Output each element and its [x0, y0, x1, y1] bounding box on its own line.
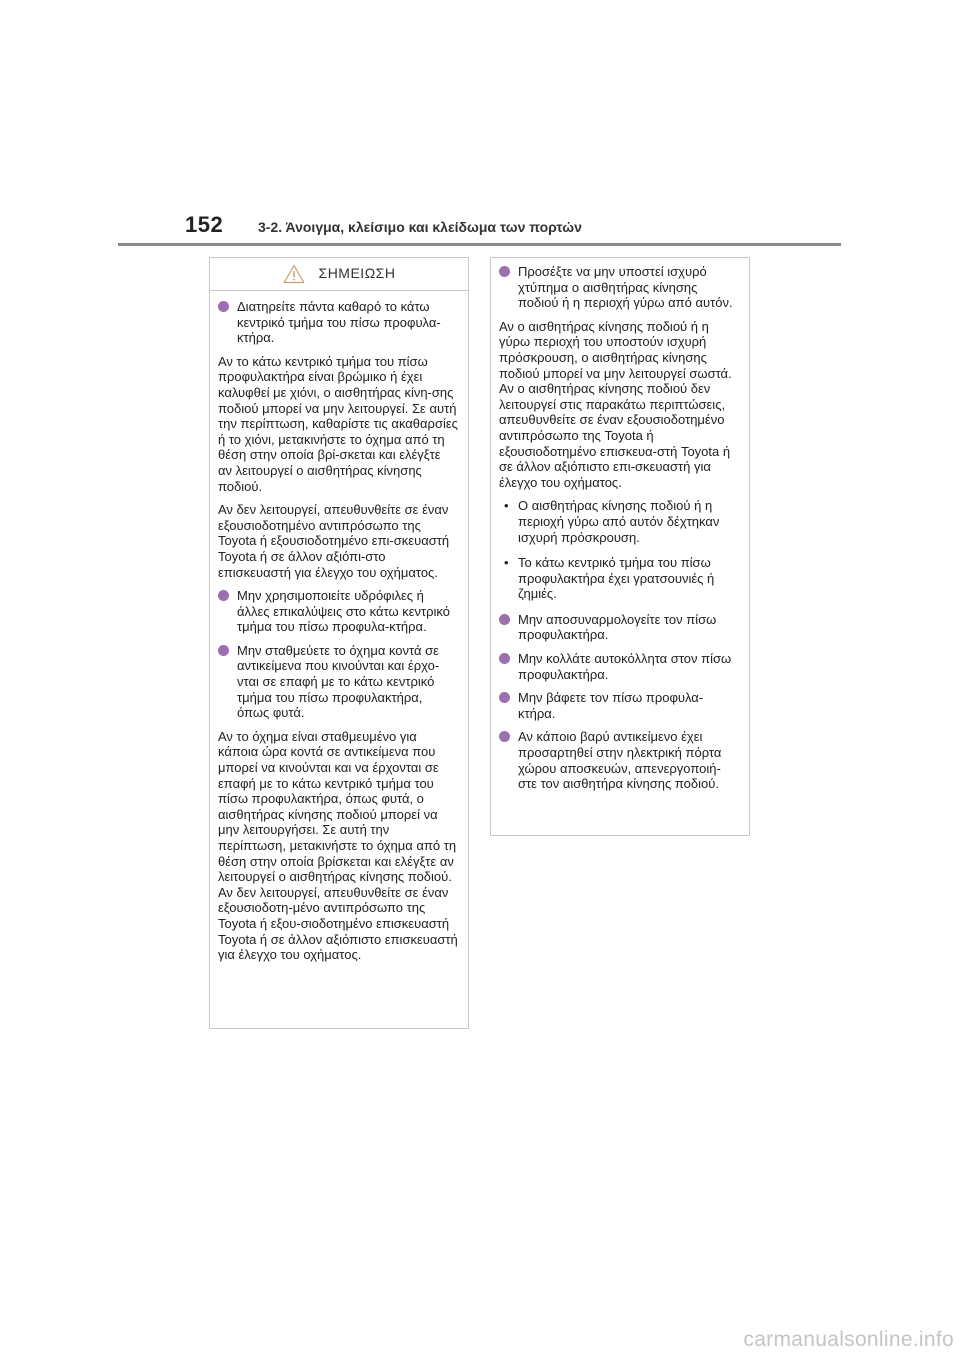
sub-bullet-mark: •: [504, 498, 509, 514]
sub-list-item: [499, 498, 739, 545]
item-text: Αν δεν λειτουργεί, απευθυνθείτε σε έναν εξουσιοδοτημένο αντιπρόσωπο της Toyota ή εξουσιοδοτημένο επι-σκευαστή Toyota ή σε άλλον αξιόπι-στο επισκευαστή για έλεγχο του οχήματος.: [218, 502, 450, 580]
item-text: Μην κολλάτε αυτοκόλλητα στον πίσω προφυλακτήρα.: [518, 651, 732, 682]
watermark: [672, 1325, 960, 1358]
bullet-dot-icon: [218, 301, 229, 312]
bullet-dot-icon: [218, 590, 229, 601]
item-text: Μην χρησιμοποιείτε υδρόφιλες ή άλλες επικαλύψεις στο κάτω κεντρικό τμήμα του πίσω προφυλα-κτήρα.: [237, 588, 450, 635]
notice-left-content: [218, 299, 458, 963]
item-text: Μην αποσυναρμολογείτε τον πίσω προφυλακτήρα.: [518, 611, 717, 643]
bullet-dot-icon: [499, 653, 510, 664]
item-text: Προσέξτε να μην υποστεί ισχυρό χτύπημα ο αισθητήρας κίνησης ποδιού ή η περιοχή γύρω από αυτόν.: [518, 264, 733, 311]
bullet-item: [499, 729, 739, 791]
item-text: Αν ο αισθητήρας κίνησης ποδιού ή η γύρω περιοχή του υποστούν ισχυρή πρόσκρουση, ο αισθητήρας κίνησης ποδιού μπορεί να μην λειτουργεί σωστά. Αν ο αισθητήρας κίνησης ποδιού δεν λειτουργεί στις παρακάτω περιπτώσεις, απευθυνθείτε σε έναν εξουσιοδοτημένο αντιπρόσωπο της Toyota ή εξουσιοδοτημένο επισκευα-στή Toyota ή σε άλλον αξιόπιστο επι-σκευαστή για έλεγχο του οχήματος.: [499, 318, 732, 490]
bullet-item: [499, 690, 739, 721]
paragraph: [499, 319, 739, 491]
bullet-item: [499, 651, 739, 682]
header-rule: [118, 243, 841, 246]
bullet-item: [218, 643, 458, 721]
bullet-item: [218, 299, 458, 346]
item-text: Αν κάποιο βαρύ αντικείμενο έχει προσαρτηθεί στην ηλεκτρική πόρτα χώρου αποσκευών, απενεργοποιή-στε τον αισθητήρα κίνησης ποδιού.: [518, 729, 722, 792]
paragraph: [218, 729, 458, 963]
bullet-dot-icon: [499, 614, 510, 625]
bullet-item: [218, 588, 458, 635]
sub-bullet-mark: •: [504, 555, 509, 571]
notice-right-content: [499, 264, 739, 792]
page-number: 152: [185, 212, 224, 237]
notice-title: ΣΗΜΕΙΩΣΗ: [318, 265, 396, 282]
bullet-dot-icon: [499, 692, 510, 703]
notice-box: [209, 257, 469, 1029]
bullet-item: [499, 264, 739, 311]
bullet-dot-icon: [499, 731, 510, 742]
notice-header: [210, 258, 468, 291]
paragraph: [218, 502, 458, 580]
item-text: Μην βάφετε τον πίσω προφυλα-κτήρα.: [518, 690, 704, 721]
watermark-text: carmanualsonline.info: [743, 1328, 954, 1351]
chapter-title: 3-2. Άνοιγμα, κλείσιμο και κλείδωμα των πορτών: [258, 219, 582, 235]
item-text: Αν το κάτω κεντρικό τμήμα του πίσω προφυλακτήρα είναι βρώμικο ή έχει καλυφθεί με χιόνι, ο αισθητήρας κίνη-σης ποδιού μπορεί να μην λειτουργεί. Σε αυτή την περίπτωση, καθαρίστε τις ακαθαρσίες ή το χιόνι, μετακινήστε το όχημα από τη θέση στην οποία βρί-σκεται και ελέγξτε αν λειτουργεί ο αισθητήρας κίνησης ποδιού.: [218, 353, 458, 494]
bullet-item: [499, 612, 739, 643]
item-text: Ο αισθητήρας κίνησης ποδιού ή η περιοχή γύρω από αυτόν δέχτηκαν ισχυρή πρόσκρουση.: [518, 498, 720, 545]
sub-list-item: [499, 555, 739, 602]
item-text: Διατηρείτε πάντα καθαρό το κάτω κεντρικό τμήμα του πίσω προφυλα-κτήρα.: [237, 299, 441, 346]
page-header: [0, 0, 960, 250]
notice-box-continued: [490, 257, 750, 836]
item-text: Αν το όχημα είναι σταθμευμένο για κάποια ώρα κοντά σε αντικείμενα που μπορεί να κινούνται και να έρχονται σε επαφή με το κάτω κεντρικό τμήμα του πίσω προφυλακτήρα, όπως φυτά, ο αισθητήρας κίνησης ποδιού μπορεί να μην λειτουργήσει. Σε αυτή την περίπτωση, μετακινήστε το όχημα από τη θέση στην οποία βρίσκεται και ελέγξτε αν λειτουργεί ο αισθητήρας κίνησης ποδιού. Αν δεν λειτουργεί, απευθυνθείτε σε έναν εξουσιοδοτη-μένο αντιπρόσωπο της Toyota ή εξου-σιοδοτημένο επισκευαστή Toyota ή σε άλλον αξιόπιστο επισκευαστή για έλεγχο του οχήματος.: [218, 728, 458, 963]
warning-triangle-icon: [283, 264, 305, 284]
paragraph: [218, 354, 458, 494]
bullet-dot-icon: [218, 645, 229, 656]
item-text: Μην σταθμεύετε το όχημα κοντά σε αντικείμενα που κινούνται και έρχο-νται σε επαφή με το κάτω κεντρικό τμήμα του πίσω προφυλακτήρα, όπως φυτά.: [237, 642, 440, 721]
bullet-dot-icon: [499, 266, 510, 277]
item-text: Το κάτω κεντρικό τμήμα του πίσω προφυλακτήρα έχει γρατσουνιές ή ζημιές.: [518, 555, 715, 602]
